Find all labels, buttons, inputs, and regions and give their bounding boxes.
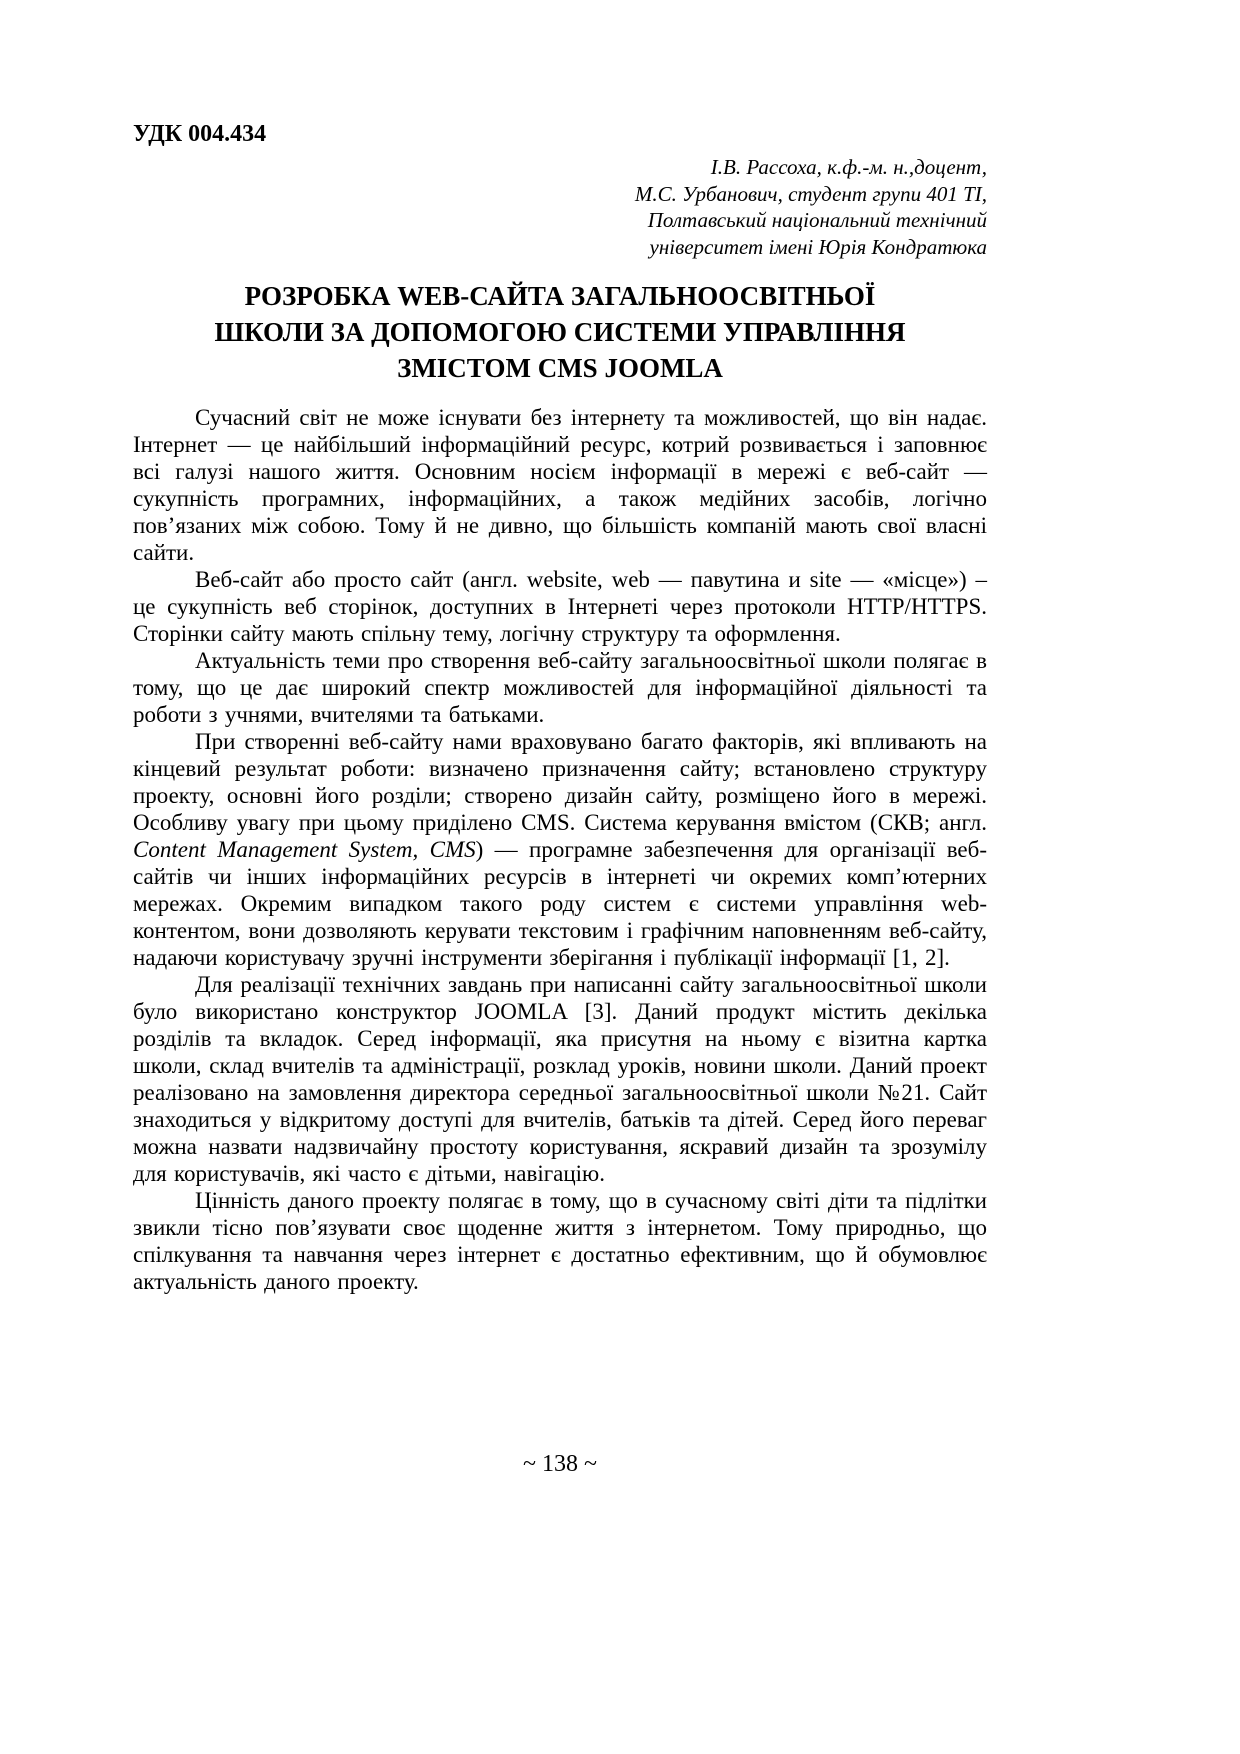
paragraph-text: При створенні веб-сайту нами враховувано багато факторів, які впливають на кінцевий результат роботи: визначено призначення сайту; встановлено структуру проекту, основні його розділи; створено дизайн сайту, розміщено його в мережі. Особливу увагу при цьому приділено CMS. Система керування вмістом (СКВ; англ. <box>133 729 987 835</box>
page-number: ~ 138 ~ <box>523 1451 597 1477</box>
paragraph <box>133 1187 987 1295</box>
udc-code: УДК 004.434 <box>133 121 267 147</box>
paragraph-text: ) — програмне забезпечення для організації веб-сайтів чи інших інформаційних ресурсів в інтернеті чи окремих комп’ютерних мережах. Окремим випадком такого роду систем є системи управління web-контентом, вони дозволяють керувати текстовим і графічним наповненням веб-сайту, надаючи користувачу зручні інструменти зберігання і публікації інформації [1, 2]. <box>133 837 987 970</box>
paragraph-text: Актуальність теми про створення веб-сайту загальноосвітньої школи полягає в тому, що це дає широкий спектр можливостей для інформаційної діяльності та роботи з учнями, вчителями та батьками. <box>133 648 987 727</box>
paragraph <box>133 566 987 647</box>
title-line: РОЗРОБКА WEB-САЙТА ЗАГАЛЬНООСВІТНЬОЇ <box>244 281 876 311</box>
paragraph-text: Цінність даного проекту полягає в тому, що в сучасному світі діти та підлітки звикли тісно пов’язувати своє щоденне життя з інтернетом. Тому природньо, що спілкування та навчання через інтернет є достатньо ефективним, що й обумовлює актуальність даного проекту. <box>133 1188 987 1294</box>
paragraph <box>133 971 987 1187</box>
title-line: ЗМІСТОМ CMS JOOMLA <box>397 353 723 383</box>
author-block <box>133 154 987 260</box>
paragraph <box>133 728 987 971</box>
author-line: І.В. Рассоха, к.ф.-м. н.,доцент, <box>710 155 987 179</box>
title-line: ШКОЛИ ЗА ДОПОМОГОЮ СИСТЕМИ УПРАВЛІННЯ <box>214 317 906 347</box>
paragraph <box>133 404 987 566</box>
paragraph-text: Веб-сайт або просто сайт (англ. website, web — павутина и site — «місце») – це сукупність веб сторінок, доступних в Інтернеті через протоколи HTTP/HTTPS. Сторінки сайту мають спільну тему, логічну структуру та оформлення. <box>133 567 987 646</box>
affiliation-line: університет імені Юрія Кондратюка <box>649 234 987 259</box>
author-line: М.С. Урбанович, студент групи 401 ТІ, <box>634 181 987 206</box>
paragraph-text-italic: Content Management System, CMS <box>133 837 476 862</box>
paragraph-text: Сучасний світ не може існувати без інтернету та можливостей, що він надає. Інтернет — це найбільший інформаційний ресурс, котрий розвивається і заповнює всі галузі нашого життя. Основним носієм інформації в мережі є веб-сайт — сукупність програмних, інформаційних, а також медійних засобів, логічно пов’язаних між собою. Тому й не дивно, що більшість компаній мають свої власні сайти. <box>133 405 987 565</box>
paragraph-text: Для реалізації технічних завдань при написанні сайту загальноосвітньої школи було використано конструктор JOOMLA [3]. Даний продукт містить декілька розділів та вкладок. Серед інформації, яка присутня на ньому є візитна картка школи, склад вчителів та адміністрації, розклад уроків, новини школи. Даний проект реалізовано на замовлення директора середньої загальноосвітньої школи №21. Сайт знаходиться у відкритому доступі для вчителів, батьків та дітей. Серед його переваг можна назвати надзвичайну простоту користування, яскравий дизайн та зрозумілу для користувачів, які часто є дітьми, навігацію. <box>133 972 987 1186</box>
paragraph <box>133 647 987 728</box>
article-body <box>133 404 987 1295</box>
paper-title <box>133 278 987 386</box>
affiliation-line: Полтавський національний технічний <box>647 208 987 232</box>
